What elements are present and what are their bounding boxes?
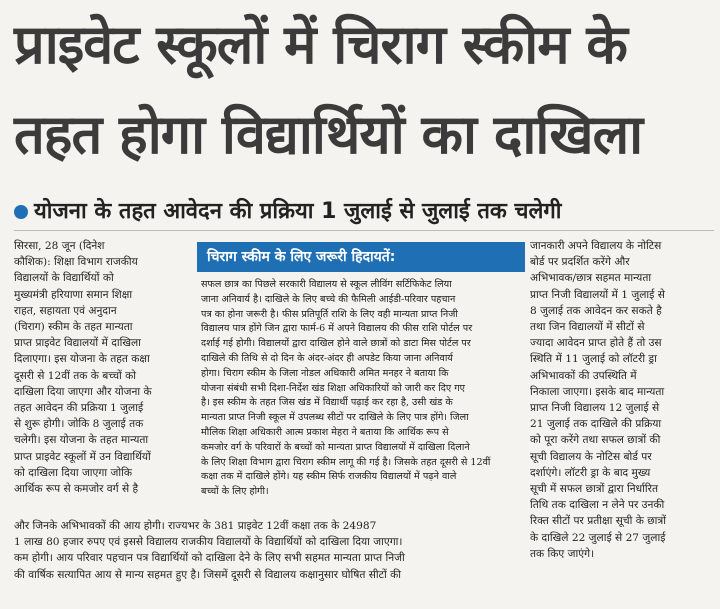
text-line: दर्शाएंगे। लॉटरी ड्रा के बाद मुख्य bbox=[530, 466, 651, 479]
text-line: के दाखिले 22 जुलाई से 27 जुलाई bbox=[530, 531, 666, 544]
text-line: कौशिक): शिक्षा विभाग राजकीय bbox=[14, 256, 138, 269]
text-line: स्थिति में 11 जुलाई को लॉटरी ड्रा bbox=[530, 353, 657, 366]
text-line: दूसरी से 12वीं तक के बच्चों को bbox=[14, 369, 137, 382]
text-line: अभिभावक/छात्र सहमत मान्यता bbox=[530, 272, 652, 285]
box-text-line: पत्र का होना जरूरी है। फीस प्रतिपूर्ति राशि के लिए वही मान्यता प्राप्त निजी bbox=[201, 308, 458, 320]
text-line: सूची विद्यालय के नोटिस बोर्ड पर bbox=[530, 450, 652, 463]
box-text-line: मौलिक शिक्षा अधिकारी आत्म प्रकाश मेहरा ने बताया कि आर्थिक रूप से bbox=[201, 426, 449, 438]
box-text-line: होगा। चिराग स्कीम के जिला नोडल अधिकारी अमित मनहर ने बताया कि bbox=[201, 367, 449, 379]
text-line: रिक्त सीटों पर प्रतीक्षा सूची के छात्रों bbox=[530, 515, 667, 528]
box-text-line: विद्यालय पात्र होंगे जिन द्वारा फार्म-6 में अपने विद्यालय की फीस राशि पोर्टल पर bbox=[201, 323, 473, 335]
text-line: 21 जुलाई तक दाखिले की प्रक्रिया bbox=[530, 418, 662, 431]
bottom-text bbox=[14, 518, 526, 598]
text-line: राहत, सहायता एवं अनुदान bbox=[14, 304, 117, 317]
box-text-line: दर्शाई गई होगी। विद्यालयों द्वारा दाखिल होने वाले छात्रों को डाटा मिस पोर्टल पर bbox=[201, 338, 471, 350]
text-line: (चिराग) स्कीम के तहत मान्यता bbox=[14, 321, 133, 334]
headline-line-1: प्राइवेट स्कूलों में चिराग स्कीम के bbox=[14, 13, 627, 76]
text-line: प्राप्त प्राइवेट स्कूलों में उन विद्यार्थियों bbox=[14, 450, 151, 463]
text-line: दाखिला दिया जाएगा और योजना के bbox=[14, 385, 152, 398]
guidelines-box bbox=[197, 242, 525, 514]
text-line: की वार्षिक सत्यापित आय से मान्य सहमत हुए है। जिसमें दूसरी से विद्यालय कक्षानुसार घोषित सीटों की bbox=[14, 568, 401, 581]
box-text-line: मान्यता प्राप्त निजी स्कूल में उपलब्ध सीटों पर दाखिले के लिए पात्र होंगे। जिला bbox=[201, 412, 469, 424]
text-line: चलेगी। इस योजना के तहत मान्यता bbox=[14, 434, 149, 447]
text-line: कम होगी। आय परिवार पहचान पत्र विद्यार्थियों को दाखिला देने के लिए सभी सहमत मान्यता प्राप्त निजी bbox=[14, 552, 405, 565]
text-line: तक किए जाएंगे। bbox=[530, 547, 595, 560]
subheadline bbox=[14, 195, 714, 225]
box-text-line: के लिए शिक्षा विभाग द्वारा चिराग स्कीम लागू की गई है। जिसके तहत दूसरी से 12वीं bbox=[201, 456, 491, 468]
text-line: आर्थिक रूप से कमजोर वर्ग से है bbox=[14, 483, 139, 496]
box-text-line: दाखिले की तिथि से दो दिन के अंदर-अंदर ही अपडेट किया जाना अनिवार्य bbox=[201, 352, 453, 364]
right-column bbox=[530, 238, 710, 598]
bullet-dot-icon bbox=[14, 205, 28, 219]
text-line: सूची में सफल छात्रों द्वारा निर्धारित bbox=[530, 483, 658, 496]
text-line: बोर्ड पर प्रदर्शित करेंगे और bbox=[530, 256, 630, 269]
text-line: अभिभावकों की उपस्थिति में bbox=[530, 369, 637, 382]
text-line: प्राप्त प्राइवेट विद्यालयों में दाखिला bbox=[14, 337, 141, 350]
text-line: निकाला जाएगा। इसके बाद मान्यता bbox=[530, 385, 665, 398]
text-line: सिरसा, 28 जून (दिनेश bbox=[14, 240, 105, 252]
box-text-line: सफल छात्र का पिछले सरकारी विद्यालय से स्कूल लीविंग सर्टिफिकेट लिया bbox=[201, 279, 452, 290]
text-line: प्राप्त निजी विद्यालयों में 1 जुलाई से bbox=[530, 288, 665, 301]
headline-line-2: तहत होगा विद्यार्थियों का दाखिला bbox=[14, 103, 643, 166]
text-line: प्राप्त निजी विद्यालय 12 जुलाई से bbox=[530, 402, 660, 415]
guidelines-box-body bbox=[197, 278, 525, 500]
text-line: तिथि तक दाखिला न लेने पर उनकी bbox=[530, 499, 665, 512]
box-text-line: योजना संबंधी सभी दिशा-निर्देश खंड शिक्षा अधिकारियों को जारी कर दिए गए bbox=[201, 382, 465, 394]
text-line: ज्यादा आवेदन प्राप्त होते हैं तो उस bbox=[530, 337, 662, 350]
box-text-line: है। इस स्कीम के तहत जिस खंड में विद्यार्थी पढ़ाई कर रहा है, उसी खंड के bbox=[201, 397, 453, 409]
text-line: मुख्यमंत्री हरियाणा समान शिक्षा bbox=[14, 288, 133, 301]
text-line: को दाखिला दिया जाएगा जोकि bbox=[14, 466, 132, 479]
subheadline-text: योजना के तहत आवेदन की प्रक्रिया 1 जुलाई से जुलाई तक चलेगी bbox=[34, 199, 562, 224]
text-line: विद्यालयों के विद्यार्थियों को bbox=[14, 272, 114, 285]
box-text-line: बच्चों के लिए होगी। bbox=[201, 486, 269, 498]
text-line: दिलाएगा। इस योजना के तहत कक्षा bbox=[14, 353, 150, 366]
left-column bbox=[14, 238, 194, 518]
text-line: तथा जिन विद्यालयों में सीटों से bbox=[530, 321, 645, 334]
text-line: जानकारी अपने विद्यालय के नोटिस bbox=[530, 240, 662, 252]
box-text-line: जाना अनिवार्य है। दाखिले के लिए बच्चे की फैमिली आईडी-परिवार पहचान bbox=[201, 293, 456, 305]
text-line: से शुरू होगी। जोकि 8 जुलाई तक bbox=[14, 418, 144, 431]
text-line: तहत आवेदन की प्रक्रिया 1 जुलाई bbox=[14, 402, 144, 415]
text-line: 8 जुलाई तक आवेदन कर सकते है bbox=[530, 304, 662, 317]
divider bbox=[14, 230, 714, 231]
guidelines-box-title: चिराग स्कीम के लिए जरूरी हिदायतें: bbox=[197, 242, 525, 272]
text-line: और जिनके अभिभावकों की आय होगी। राज्यभर के 381 प्राइवेट 12वीं कक्षा तक के 24987 bbox=[14, 520, 377, 532]
text-line: को पूरा करेंगे तथा सफल छात्रों की bbox=[530, 434, 661, 447]
box-text-line: कमजोर वर्ग के परिवारों के बच्चों को मान्यता प्राप्त विद्यालयों में दाखिला दिलाने bbox=[201, 441, 470, 453]
text-line: 1 लाख 80 हजार रुपए एवं इससे विद्यालय राजकीय विद्यालयों के विद्यार्थियों को दाखिला दिया जाएगा। bbox=[14, 536, 403, 549]
box-text-line: कक्षा तक में दाखिले होंगे। यह स्कीम सिर्फ राजकीय विद्यालयों में पढ़ने वाले bbox=[201, 471, 457, 483]
